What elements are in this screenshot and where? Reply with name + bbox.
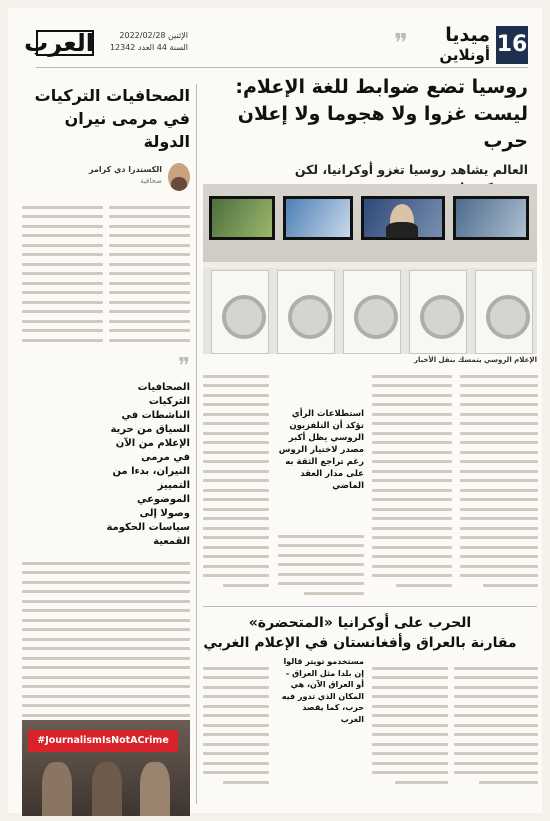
story2-col-3	[203, 660, 269, 784]
column-quote-mark-icon: ❞	[178, 354, 190, 379]
story2-col-2	[372, 660, 448, 784]
issue-number: السنة 44 العدد 12342	[109, 43, 188, 52]
column-title: الصحافيات التركيات في مرمى نيران الدولة	[34, 86, 190, 151]
washing-machine	[475, 270, 533, 354]
column-body-top	[22, 199, 190, 349]
issue-info	[98, 30, 188, 54]
tv-screen	[453, 196, 529, 240]
protester-figure	[92, 762, 122, 816]
masthead	[24, 24, 528, 68]
column-divider	[196, 84, 197, 804]
issue-date: الإثنين 2022/02/28	[119, 31, 188, 40]
section-subname: أونلاين	[439, 46, 490, 64]
main-story-col-4	[203, 368, 269, 587]
second-story-subheadline: مقارنة بالعراق وأفغانستان في الإعلام الغربي	[203, 635, 517, 651]
main-story-col-right	[460, 368, 538, 587]
hashtag-banner: #JournalismIsNotACrime	[28, 730, 178, 752]
quote-mark-icon: ❞	[394, 29, 408, 59]
main-subheadline: العالم يشاهد روسيا تغزو أوكرانيا، لكن	[294, 162, 528, 177]
main-story-col-2	[372, 368, 452, 587]
author-role: صحافية	[140, 177, 162, 185]
story-divider	[203, 606, 537, 607]
author-name: الكسندرا دي كرامر	[88, 165, 162, 174]
story2-col-1	[454, 660, 538, 784]
author-avatar	[168, 163, 190, 191]
column-pull-quote: الصحافيات التركيات الناشطات في السياق من حرية الإعلام من الآن في مرمى النيران، بدءا من التمييز الموضوعي وصولا إلى سياسات الحكومة القمعية	[106, 382, 190, 547]
hashtag-photo	[22, 720, 190, 816]
section-name: ميديا	[445, 24, 490, 46]
main-pull-quote: استطلاعات الرأي تؤكد أن التلفزيون الروسي يظل أكبر مصدر لاختيار الروس رغم تراجع الثقة به على مدار العقد الماضي	[278, 409, 364, 491]
washing-machine	[409, 270, 467, 354]
washing-machine	[211, 270, 269, 354]
second-story-pull-quote: مستخدمو تويتر قالوا إن بلدا مثل العراق - أو العراق الآن، هي المكان الذي تدور فيه حرب، كما يقصد الغرب	[281, 657, 364, 724]
washing-machine	[277, 270, 335, 354]
main-headline: روسيا تضع ضوابط للغة الإعلام: ليست غزوا ولا هجوما ولا إعلان حرب	[235, 76, 528, 152]
tv-screen	[283, 196, 353, 240]
newspaper-logo: العرب	[24, 29, 94, 57]
second-story-headline-block	[192, 613, 528, 653]
main-photo	[203, 184, 537, 354]
page-number: 16	[496, 26, 528, 64]
newspaper-page	[8, 8, 542, 813]
second-story-headline: الحرب على أوكرانيا «المتحضرة»	[248, 615, 472, 631]
main-story-col-3	[278, 528, 364, 595]
protester-figure	[140, 762, 170, 816]
photo-caption: الإعلام الروسي يتمسك بنقل الأخبار	[413, 356, 537, 364]
author-byline	[22, 163, 190, 199]
washing-machine	[343, 270, 401, 354]
opinion-column	[22, 84, 190, 795]
protester-figure	[42, 762, 72, 816]
tv-presenter	[390, 204, 414, 238]
tv-screen	[209, 196, 275, 240]
